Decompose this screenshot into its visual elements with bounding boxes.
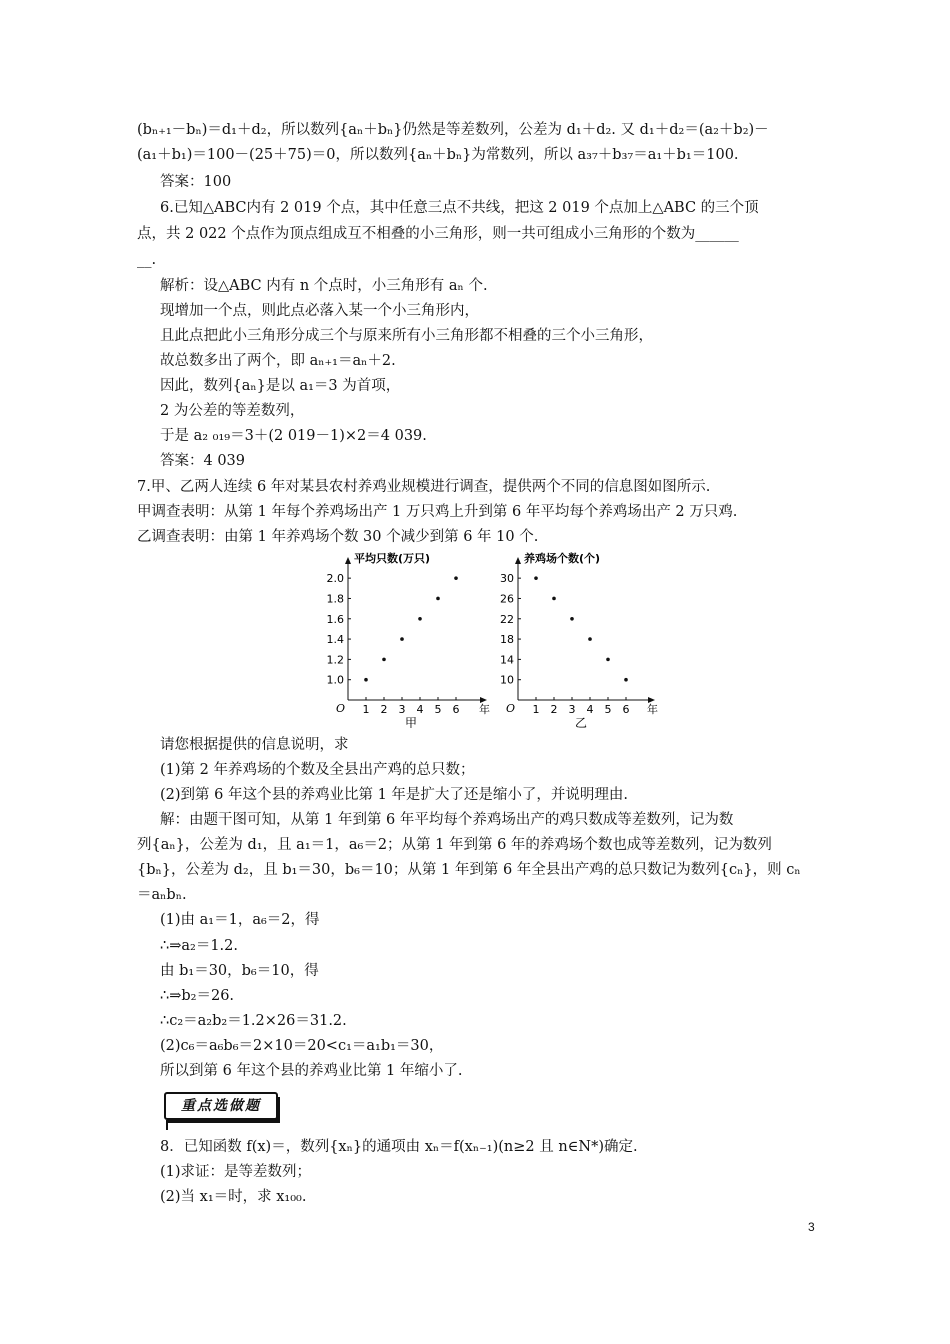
text-line: __. (137, 252, 157, 268)
text-line: 甲调查表明：从第 1 年每个养鸡场出产 1 万只鸡上升到第 6 年平均每个养鸡场出产 2 万只鸡. (137, 504, 738, 520)
x-tick-label: 5 (604, 703, 612, 716)
data-point (364, 678, 368, 682)
text-line: (1)求证：是等差数列； (160, 1164, 312, 1180)
x-axis-label: 年 (647, 703, 658, 716)
data-point (436, 597, 440, 601)
y-tick-label: 1.8 (326, 592, 344, 606)
data-point (552, 597, 556, 601)
x-tick-label: 6 (622, 703, 630, 716)
text-line: (bₙ₊₁－bₙ)＝d₁＋d₂，所以数列{aₙ＋bₙ}仍然是等差数列，公差为 d₁＋d₂. 又 d₁＋d₂＝(a₂＋b₂)－ (137, 122, 769, 138)
y-tick-label: 30 (500, 572, 514, 586)
data-point (588, 637, 592, 641)
text-line: ∴⇒b₂＝26. (160, 988, 235, 1004)
text-line: (2)c₆＝a₆b₆＝2×10＝20<c₁＝a₁b₁＝30， (160, 1038, 444, 1054)
text-line: 答案：4 039 (160, 453, 246, 469)
data-point (606, 658, 610, 662)
text-line: 7.甲、乙两人连续 6 年对某县农村养鸡业规模进行调查，提供两个不同的信息图如图所示. (137, 479, 711, 495)
y-tick-label: 1.4 (326, 633, 344, 647)
y-tick-label: 2.0 (326, 572, 344, 586)
x-tick-label: 4 (416, 703, 424, 716)
section-tag: 重点选做题 (164, 1092, 278, 1120)
data-point (570, 617, 574, 621)
text-line: {bₙ}，公差为 d₂，且 b₁＝30，b₆＝10；从第 1 年到第 6 年全县出产鸡的总只数记为数列{cₙ}，则 cₙ (137, 862, 801, 878)
y-tick-label: 1.0 (326, 673, 344, 687)
y-axis-arrow (345, 557, 351, 564)
data-point (454, 576, 458, 580)
x-tick-label: 2 (550, 703, 558, 716)
text-line: 6.已知△ABC内有 2 019 个点，其中任意三点不共线，把这 2 019 个点加上△ABC 的三个顶 (160, 200, 759, 216)
charts-figure (322, 548, 662, 728)
y-tick-label: 1.2 (326, 653, 344, 667)
text-line: 且此点把此小三角形分成三个与原来所有小三角形都不相叠的三个小三角形， (160, 328, 653, 344)
text-line: 于是 a₂ ₀₁₉＝3＋(2 019－1)×2＝4 039. (160, 428, 427, 444)
y-tick-label: 10 (500, 673, 514, 687)
origin-label: O (336, 702, 346, 715)
chart-farm-count (500, 551, 658, 728)
y-tick-label: 1.6 (326, 612, 344, 626)
text-line: 请您根据提供的信息说明，求 (160, 737, 349, 753)
data-point (400, 637, 404, 641)
chart-average-chickens (327, 551, 491, 728)
x-tick-label: 1 (532, 703, 540, 716)
data-point (624, 678, 628, 682)
data-point (418, 617, 422, 621)
text-line: ＝aₙbₙ. (137, 887, 187, 903)
x-tick-label: 4 (586, 703, 594, 716)
data-point (534, 576, 538, 580)
text-line: (1)第 2 年养鸡场的个数及全县出产鸡的总只数； (160, 762, 475, 778)
text-line: 点，共 2 022 个点作为顶点组成互不相叠的小三角形，则一共可组成小三角形的个数为______ (137, 226, 739, 242)
y-tick-label: 22 (500, 612, 514, 626)
x-tick-label: 2 (380, 703, 388, 716)
page-number: 3 (808, 1220, 815, 1234)
text-line: 现增加一个点，则此点必落入某一个小三角形内， (160, 303, 479, 319)
text-line: 因此，数列{aₙ}是以 a₁＝3 为首项， (160, 378, 401, 394)
text-line: (1)由 a₁＝1，a₆＝2，得 (160, 912, 320, 928)
data-point (382, 658, 386, 662)
y-tick-label: 18 (500, 633, 514, 647)
y-axis-arrow (515, 557, 521, 564)
text-line: 解：由题干图可知，从第 1 年到第 6 年平均每个养鸡场出产的鸡只数成等差数列，记为数 (160, 812, 734, 828)
text-line: ∴⇒a₂＝1.2. (160, 938, 239, 954)
text-line: 乙调查表明：由第 1 年养鸡场个数 30 个减少到第 6 年 10 个. (137, 529, 539, 545)
text-line: 解析：设△ABC 内有 n 个点时，小三角形有 aₙ 个. (160, 278, 488, 294)
y-tick-label: 14 (500, 653, 514, 667)
text-line: (2)当 x₁＝时，求 x₁₀₀. (160, 1189, 307, 1205)
x-axis-label: 年 (479, 703, 490, 716)
chart-title: 平均只数(万只) (354, 552, 431, 565)
x-tick-label: 6 (452, 703, 460, 716)
text-line: 列{aₙ}，公差为 d₁，且 a₁＝1，a₆＝2；从第 1 年到第 6 年的养鸡场个数也成等差数列，记为数列 (137, 837, 772, 853)
text-line: 所以到第 6 年这个县的养鸡业比第 1 年缩小了. (160, 1063, 463, 1079)
text-line: 8．已知函数 f(x)＝，数列{xₙ}的通项由 xₙ＝f(xₙ₋₁)(n≥2 且 n∈N*)确定. (160, 1139, 638, 1155)
text-line: 故总数多出了两个，即 aₙ₊₁＝aₙ＋2. (160, 353, 396, 369)
chart-caption: 甲 (404, 716, 418, 728)
text-line: 由 b₁＝30，b₆＝10，得 (160, 963, 319, 979)
text-line: ∴c₂＝a₂b₂＝1.2×26＝31.2. (160, 1013, 347, 1029)
text-line: (a₁＋b₁)＝100－(25＋75)＝0，所以数列{aₙ＋bₙ}为常数列，所以 a₃₇＋b₃₇＝a₁＋b₁＝100. (137, 147, 739, 163)
x-tick-label: 3 (398, 703, 406, 716)
x-tick-label: 1 (362, 703, 370, 716)
text-line: 2 为公差的等差数列， (160, 403, 305, 419)
text-line: (2)到第 6 年这个县的养鸡业比第 1 年是扩大了还是缩小了，并说明理由. (160, 787, 629, 803)
y-tick-label: 26 (500, 592, 514, 606)
x-tick-label: 3 (568, 703, 576, 716)
x-tick-label: 5 (434, 703, 442, 716)
chart-title: 养鸡场个数(个) (524, 552, 601, 565)
section-tag-tail (166, 1120, 168, 1130)
chart-caption: 乙 (574, 716, 588, 728)
text-line: 答案：100 (160, 174, 232, 190)
origin-label: O (506, 702, 516, 715)
